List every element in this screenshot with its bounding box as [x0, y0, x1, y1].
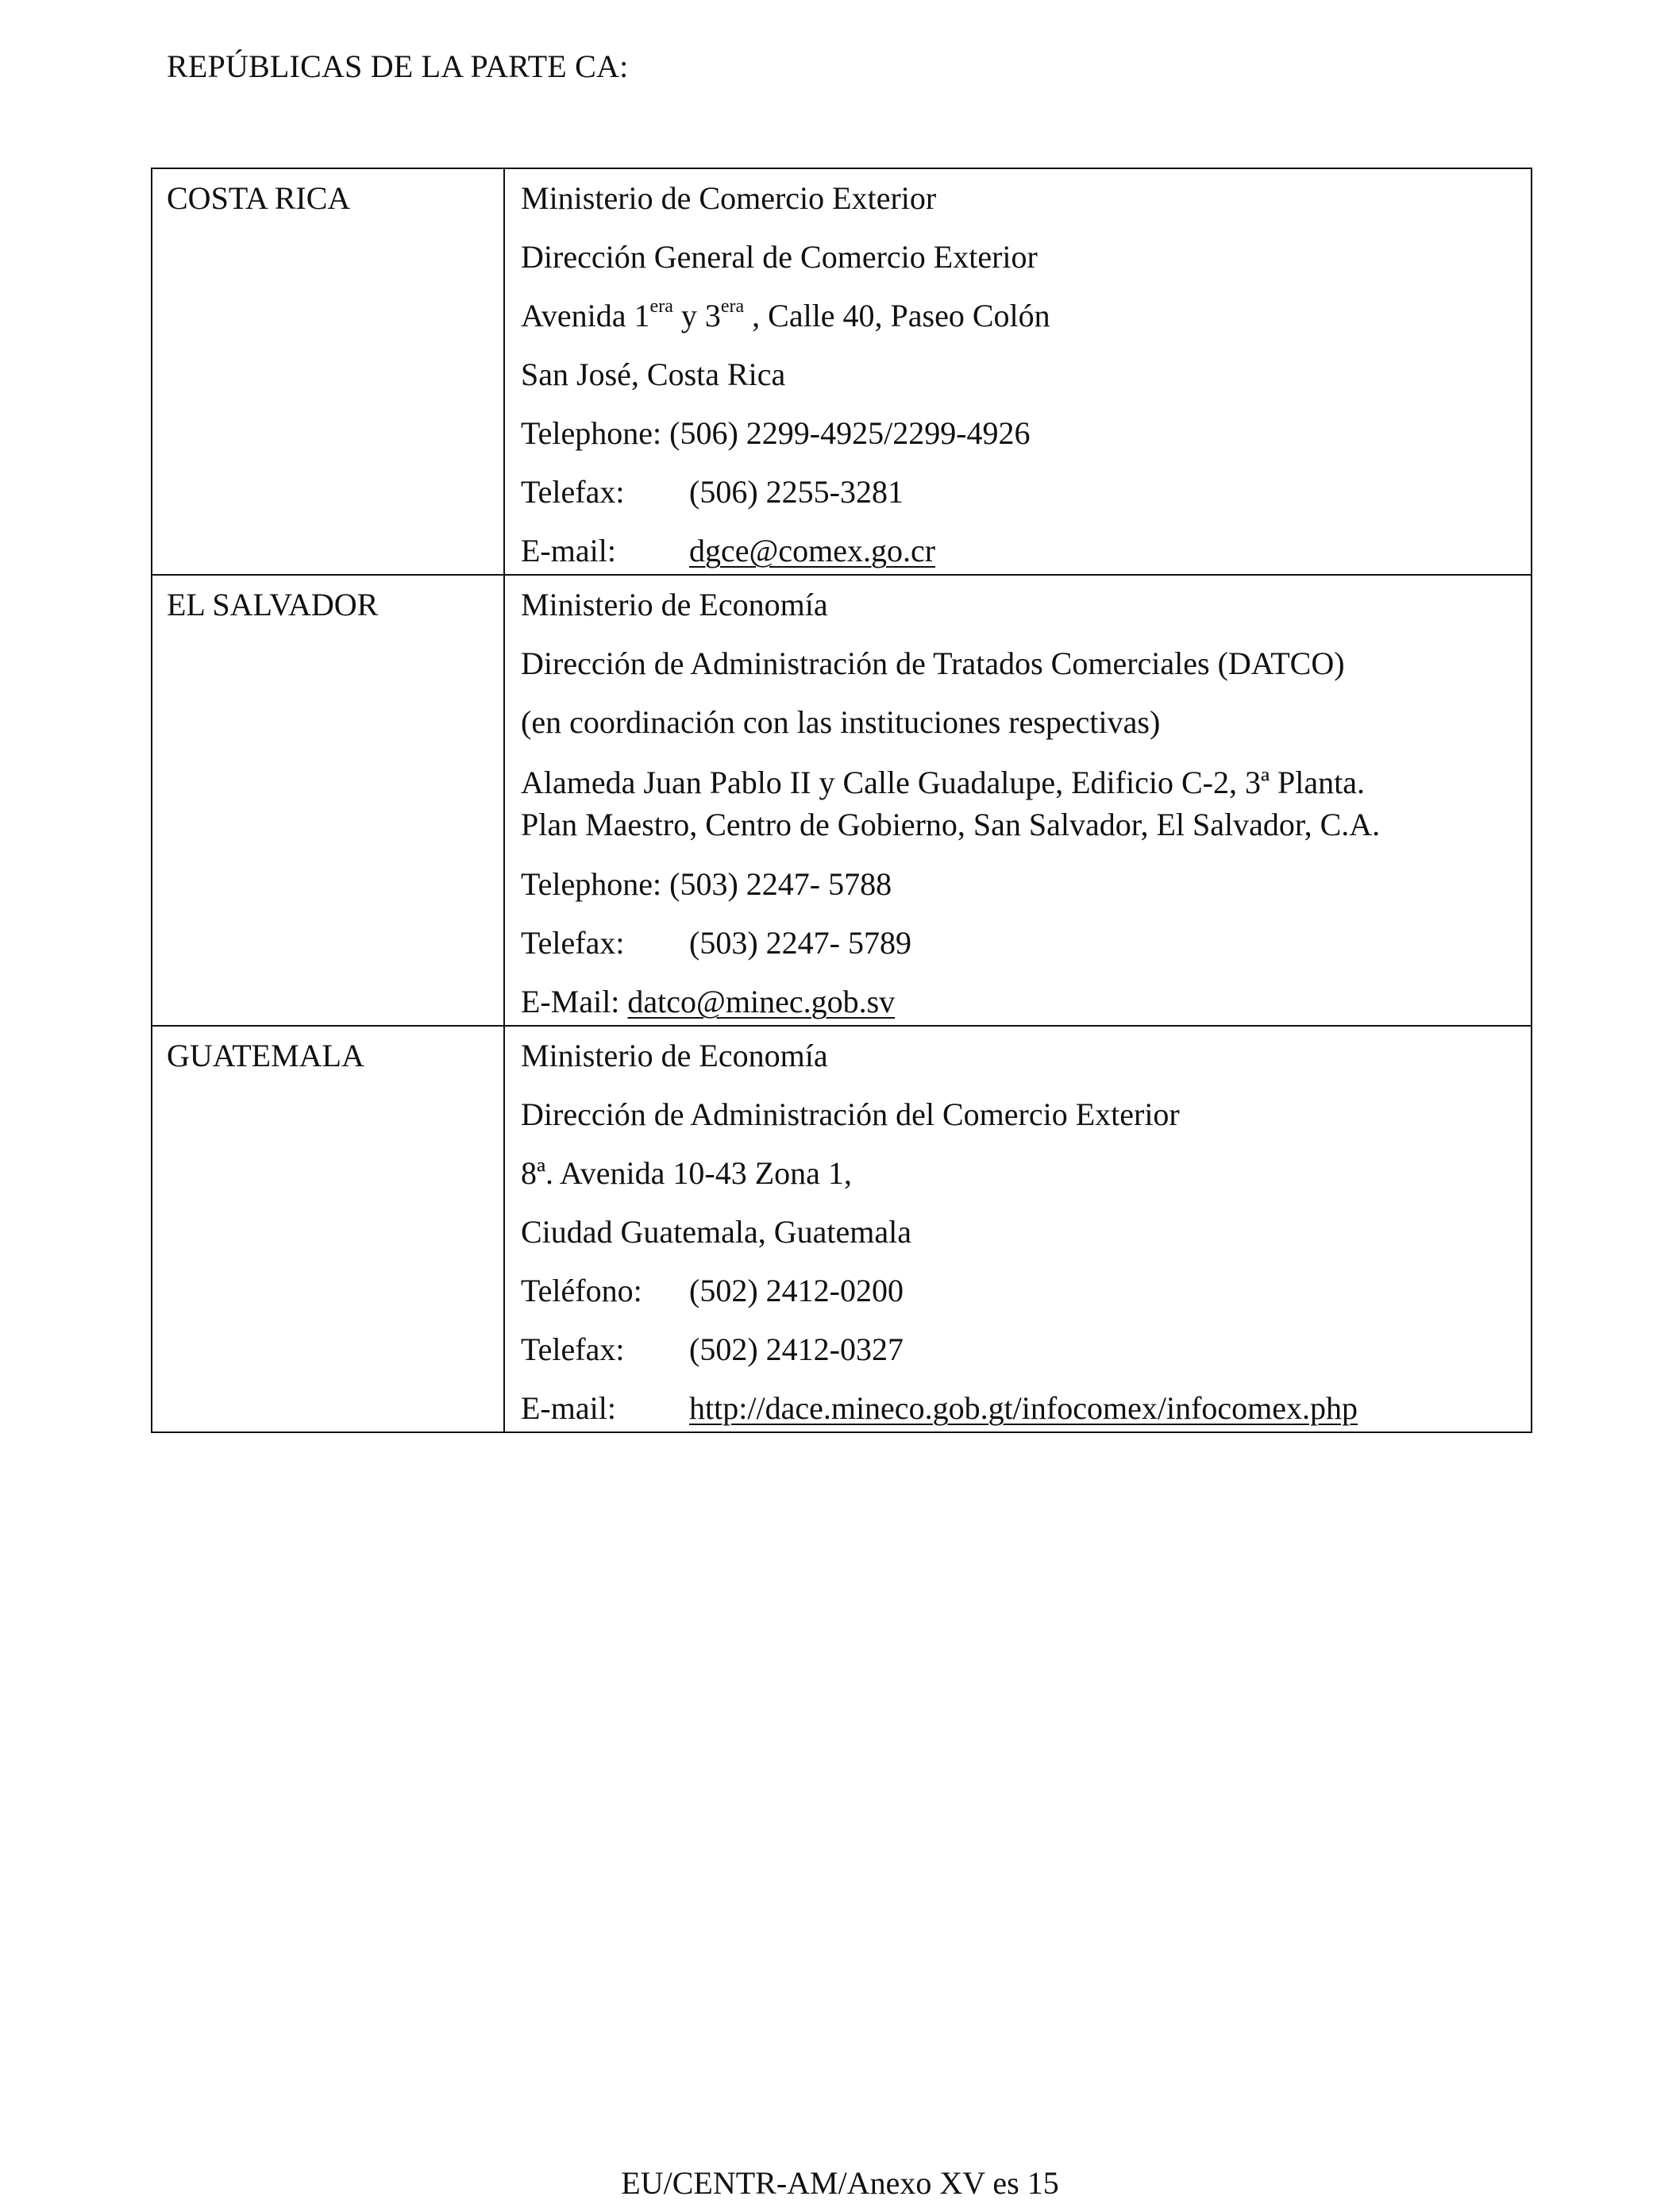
- telefax-line: [521, 923, 1531, 963]
- telefax-label: Telefax:: [521, 474, 625, 510]
- city-line: Ciudad Guatemala, Guatemala: [521, 1214, 912, 1250]
- telefax-value: (506) 2255-3281: [689, 474, 904, 510]
- details-cell: [504, 575, 1532, 1026]
- email-link[interactable]: datco@minec.gob.sv: [627, 984, 896, 1019]
- email-label: E-mail:: [521, 1390, 616, 1426]
- telefono-line: [521, 1271, 1531, 1311]
- telefax-line: [521, 472, 1531, 512]
- directorate-name: Dirección de Administración de Tratados Comerciales (DATCO): [521, 645, 1345, 681]
- telefax-line: [521, 1330, 1531, 1370]
- telefax-value: (503) 2247- 5789: [689, 925, 911, 961]
- telefax-value: (502) 2412-0327: [689, 1331, 904, 1367]
- address-line: Plan Maestro, Centro de Gobierno, San Salvador, El Salvador, C.A.: [521, 807, 1381, 842]
- address-line: 8ª. Avenida 10-43 Zona 1,: [521, 1155, 852, 1191]
- page-footer: EU/CENTR-AM/Anexo XV es 15: [621, 2165, 1059, 2201]
- ministry-name: Ministerio de Economía: [521, 1038, 828, 1073]
- address-line: Alameda Juan Pablo II y Calle Guadalupe, Edificio C-2, 3ª Planta.: [521, 765, 1365, 800]
- ministry-name: Ministerio de Comercio Exterior: [521, 180, 937, 216]
- email-label: E-Mail:: [521, 984, 620, 1019]
- country-cell: GUATEMALA: [152, 1026, 504, 1432]
- ordinal-superscript: era: [720, 295, 745, 317]
- country-cell: EL SALVADOR: [152, 575, 504, 1026]
- telephone-line: Telephone: (506) 2299-4925/2299-4926: [521, 415, 1031, 451]
- city-line: San José, Costa Rica: [521, 356, 786, 392]
- address-prefix: Avenida 1: [521, 298, 650, 333]
- email-link[interactable]: dgce@comex.go.cr: [689, 533, 936, 568]
- email-line: [521, 531, 1531, 571]
- directorate-name: Dirección General de Comercio Exterior: [521, 239, 1038, 275]
- country-cell: COSTA RICA: [152, 168, 504, 575]
- table-row-el-salvador: [152, 575, 1532, 1026]
- contacts-table: [151, 168, 1532, 1433]
- email-line: [521, 982, 1531, 1022]
- ministry-name: Ministerio de Economía: [521, 587, 828, 622]
- table-row-costa-rica: [152, 168, 1532, 575]
- address-suffix: , Calle 40, Paseo Colón: [744, 298, 1050, 333]
- telefono-value: (502) 2412-0200: [689, 1273, 904, 1308]
- ordinal-superscript: era: [649, 295, 673, 317]
- coordination-note: (en coordinación con las instituciones respectivas): [521, 704, 1161, 740]
- table-row-guatemala: [152, 1026, 1532, 1432]
- email-label: E-mail:: [521, 533, 616, 568]
- telefax-label: Telefax:: [521, 925, 625, 961]
- details-cell: [504, 1026, 1532, 1432]
- details-cell: [504, 168, 1532, 575]
- telefono-label: Teléfono:: [521, 1273, 642, 1308]
- address-line: [521, 296, 1531, 336]
- telefax-label: Telefax:: [521, 1331, 625, 1367]
- email-line: [521, 1389, 1531, 1428]
- page-heading: REPÚBLICAS DE LA PARTE CA:: [167, 48, 629, 84]
- website-link[interactable]: http://dace.mineco.gob.gt/infocomex/infocomex.php: [689, 1390, 1358, 1426]
- telephone-line: Telephone: (503) 2247- 5788: [521, 866, 892, 902]
- directorate-name: Dirección de Administración del Comercio Exterior: [521, 1096, 1180, 1132]
- address-block: [521, 761, 1531, 846]
- address-mid: y 3: [672, 298, 721, 333]
